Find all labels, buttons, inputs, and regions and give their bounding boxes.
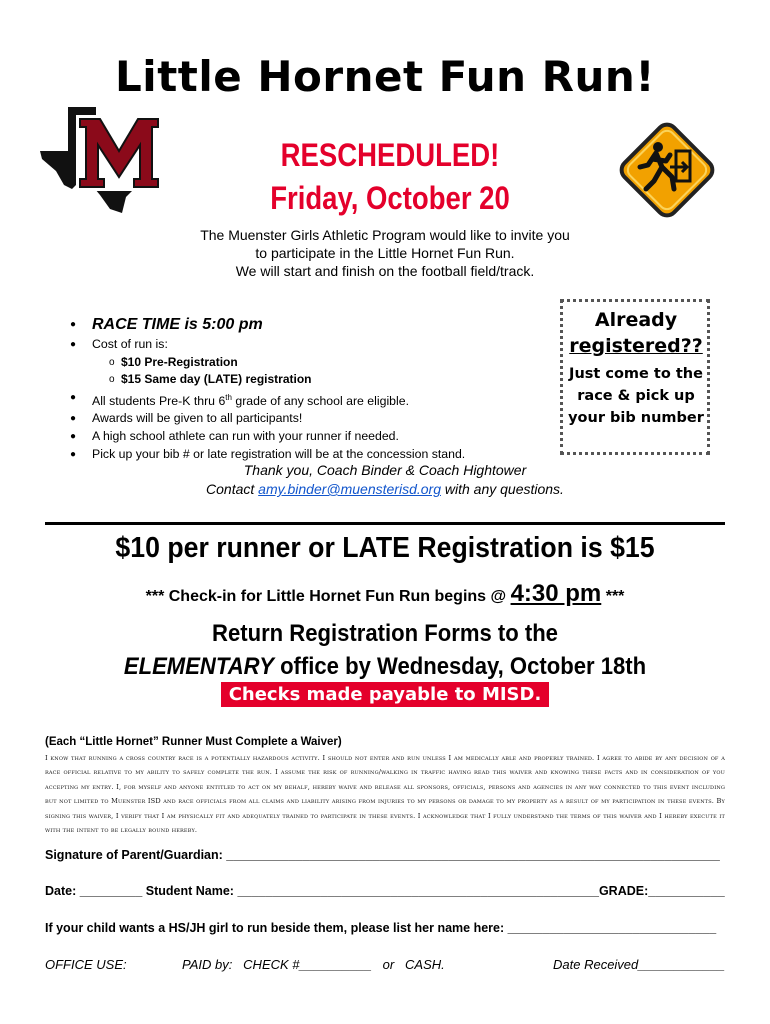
texas-m-logo-icon: [38, 105, 168, 215]
date-student-grade-field[interactable]: Date: _________ Student Name: ____________________________________________________GRADE:___________: [45, 884, 725, 898]
paid-by-field: PAID by: CHECK #__________ or CASH.: [182, 957, 445, 972]
awards-bullet: ● Awards will be given to all participants!: [58, 410, 578, 428]
race-time-bullet: ● RACE TIME is 5:00 pm: [58, 314, 578, 336]
checkin-time: 4:30 pm: [510, 580, 602, 607]
cost-bullet: ● Cost of run is:: [58, 336, 578, 354]
intro-line: The Muenster Girls Athletic Program would like to invite you: [200, 227, 570, 243]
price-heading: $10 per runner or LATE Registration is $15: [115, 532, 655, 564]
already-instructions: Just come to the race & pick up your bib number: [568, 366, 704, 426]
waiver-title: (Each “Little Hornet” Runner Must Complete a Waiver): [45, 736, 342, 748]
intro-text: [160, 226, 610, 280]
date-received-field: Date Received____________: [553, 957, 726, 972]
return-forms-heading: Return Registration Forms to the ELEMENTARY office by Wednesday, October 18th: [123, 620, 647, 680]
checks-payable-banner: [0, 682, 770, 707]
office-use-label: OFFICE USE:: [45, 957, 127, 972]
waiver-text: I know that running a cross country race is a potentially hazardous activity. I should not enter and run unless I am medically able and properly trained. I agree to abide by any decision of a race official relative to my ability to safely complete the run. I assume the risk of running/walking in traffic having read this waiver and knowing these facts and in consideration of you accepting my entry. I, for myself and anyone entitled to act on my behalf, hereby waive and release all sponsors, officials, persons and agencies in any way connected to this event including but not limited to Muenster ISD and race officials from all claims and liability arising from injuries to my persons or damage to my property as a result of my participation in these events. By signing this waiver, I verify that I am physically fit and adequately trained to participate in these events. I acknowledge that I fully understand the terms of this waiver and I hereby execute it with the intent to be legally bound hereby.: [45, 754, 725, 835]
running-man-exit-sign-icon: [612, 115, 722, 225]
already-registered-note: [561, 307, 711, 429]
intro-line: We will start and finish on the football field/track.: [235, 263, 535, 279]
hs-runner-name-field[interactable]: If your child wants a HS/JH girl to run beside them, please list her name here: ______________________________: [45, 921, 717, 935]
late-registration-price: o $15 Same day (LATE) registration: [58, 371, 578, 389]
already-line: Already: [594, 309, 678, 331]
event-date-heading: Friday, October 20: [270, 180, 510, 216]
eligibility-bullet: ● All students Pre-K thru 6th grade of any school are eligible.: [58, 389, 578, 411]
page-title: Little Hornet Fun Run!: [115, 52, 655, 101]
rescheduled-heading: RESCHEDULED!: [280, 137, 500, 173]
contact-email-link[interactable]: amy.binder@muensterisd.org: [258, 481, 441, 497]
elementary-emphasis: ELEMENTARY: [123, 653, 274, 680]
thanks-note: [160, 461, 610, 499]
checkin-line: *** Check-in for Little Hornet Fun Run begins @ 4:30 pm ***: [145, 580, 625, 607]
already-line: registered??: [569, 335, 703, 357]
checks-payable-text: Checks made payable to MISD.: [221, 682, 550, 707]
pre-registration-price: o $10 Pre-Registration: [58, 354, 578, 372]
signature-field[interactable]: Signature of Parent/Guardian: _______________________________________________________________________: [45, 848, 720, 862]
intro-line: to participate in the Little Hornet Fun Run.: [255, 245, 515, 261]
contact-line: Contact amy.binder@muensterisd.org with any questions.: [206, 481, 564, 497]
hs-athlete-bullet: ● A high school athlete can run with your runner if needed.: [58, 428, 578, 446]
thanks-line: Thank you, Coach Binder & Coach Hightower: [243, 462, 527, 478]
section-divider: [45, 522, 725, 525]
pickup-bullet: ● Pick up your bib # or late registration will be at the concession stand.: [58, 446, 578, 464]
info-bullets: [58, 314, 578, 463]
